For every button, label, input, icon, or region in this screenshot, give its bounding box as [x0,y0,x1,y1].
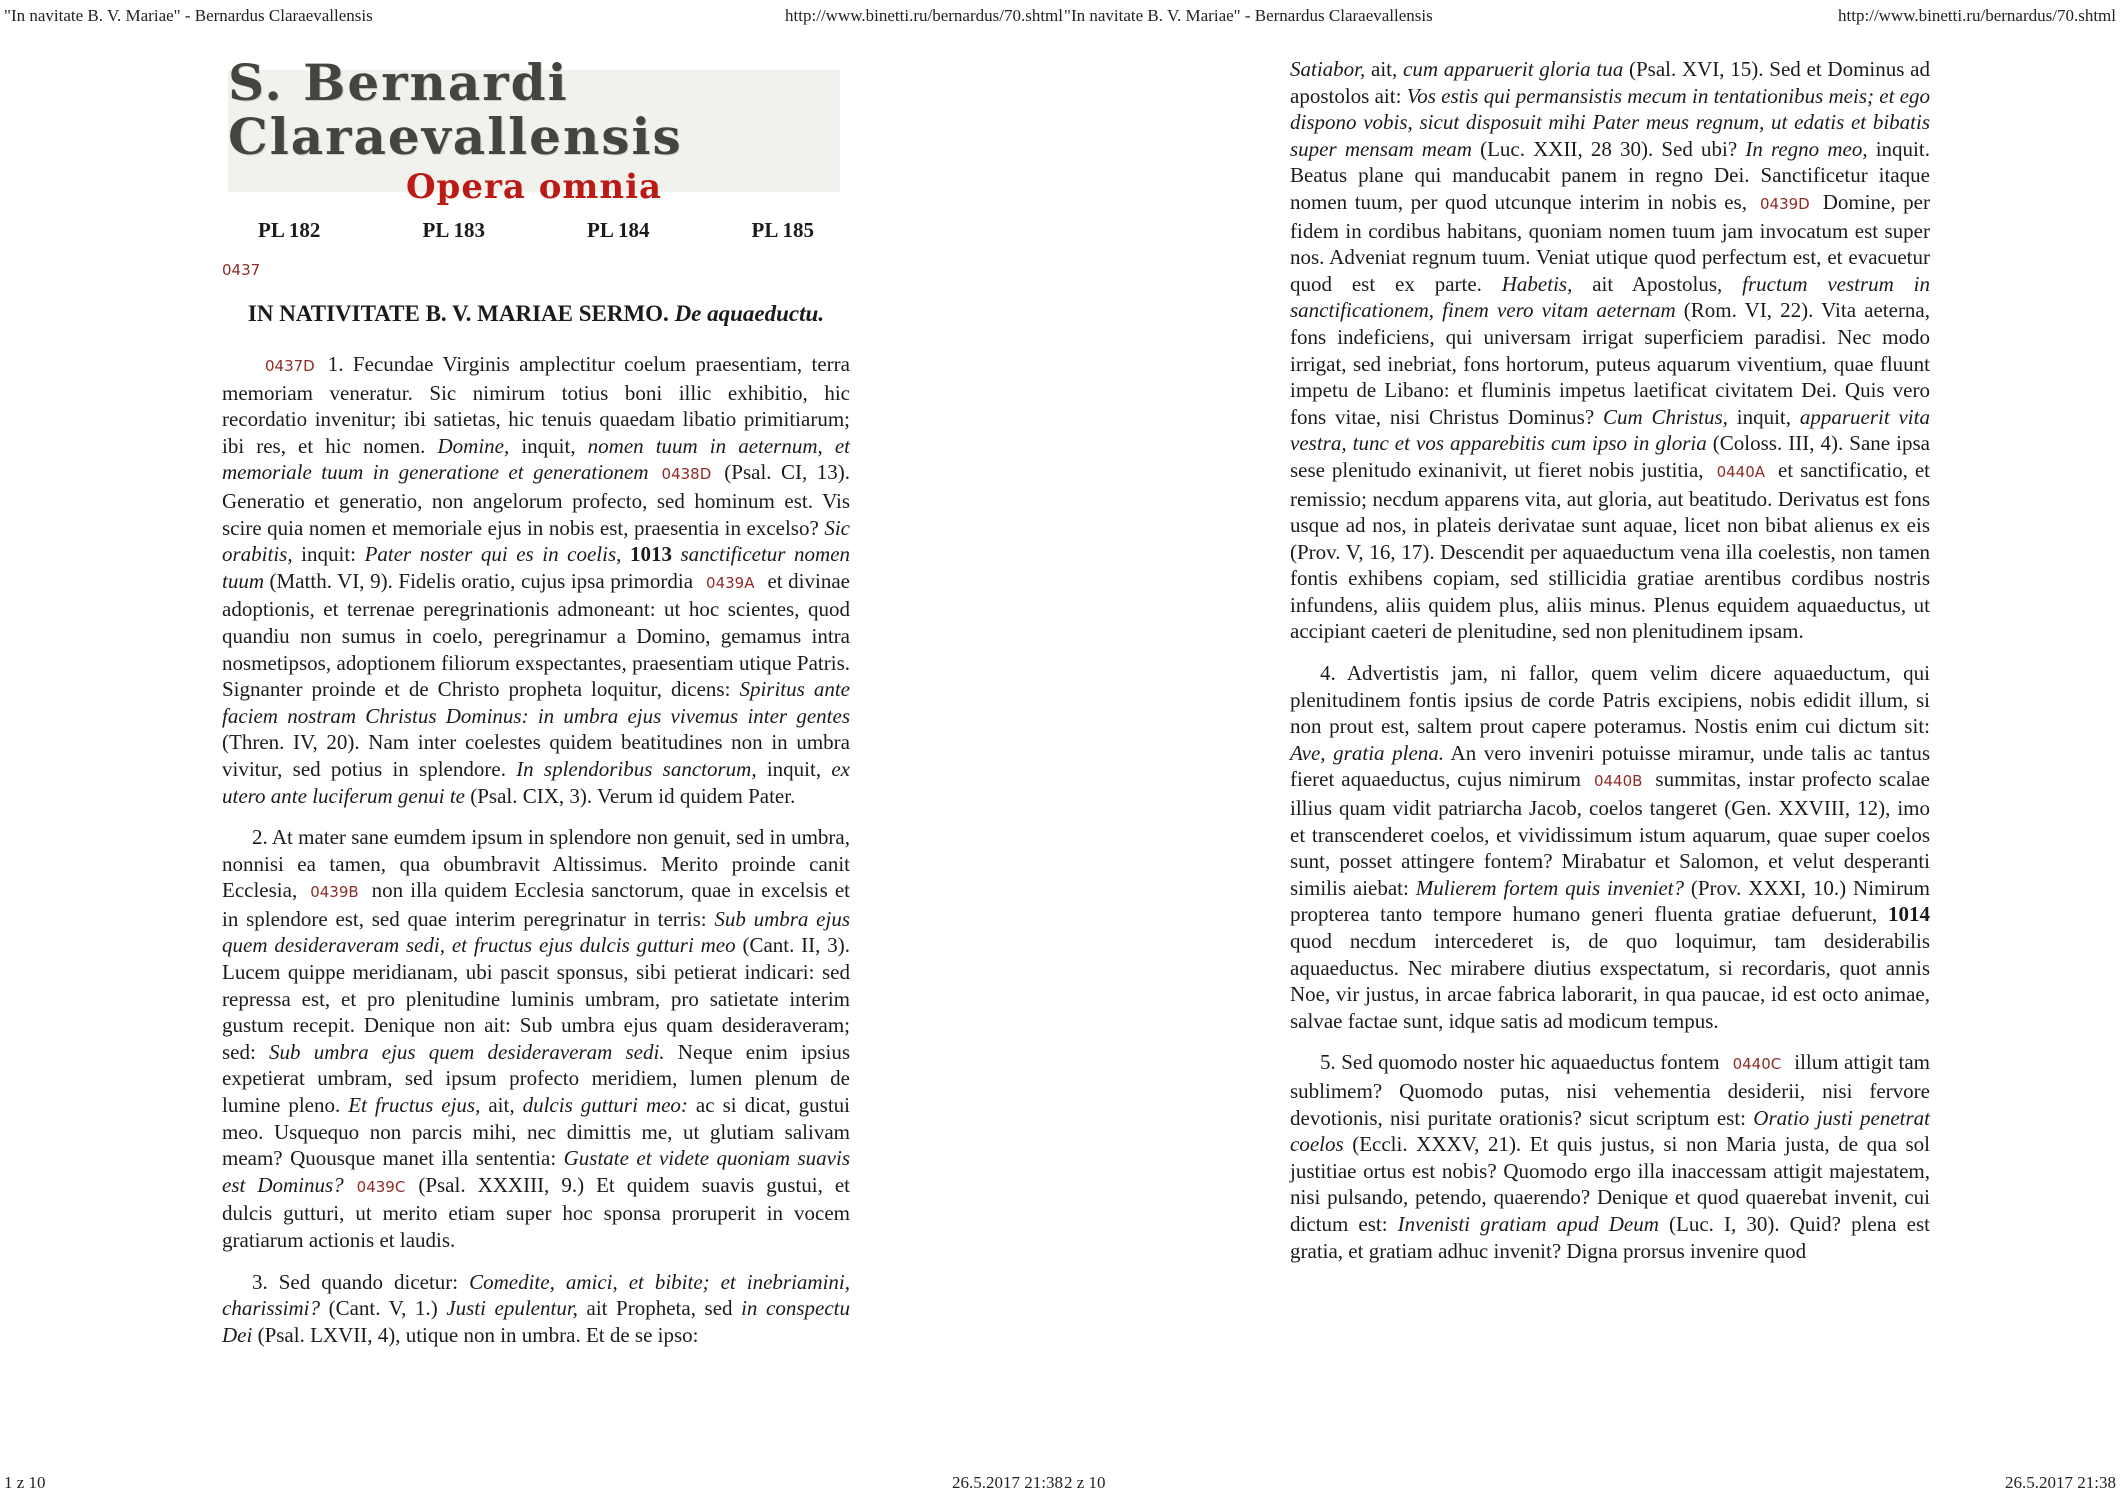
pl-links-row [222,218,850,243]
text-run: In splendoribus sanctorum, [516,756,757,781]
text-run: cum apparuerit gloria tua [1403,57,1624,81]
page-2-column [1290,56,1930,1279]
text-run: 5. Sed quomodo noster hic aquaeductus fontem [1320,1050,1720,1075]
pl-link-184: PL 184 [587,218,650,242]
paragraph [222,351,850,809]
pl-link-183: PL 183 [422,218,485,242]
text-run: (Luc. I, 30). Quid? plena est gratia, et gratiam adhuc invenit? Digna prorsus invenire quod [1290,1211,1930,1263]
text-run: Ave, gratia plena. [1290,740,1445,765]
text-run: et sanctificatio, et remissio; necdum apparens vita, aut gloria, aut beatitudo. Derivatus est fons usque ad nos, in plateis derivatae sunt aquae, licet non bibat alienus ex eis (Prov. V, 16, 17). Descendit per aquaeductum vena illa coelestis, non tamen fontis exhibens copiam, sed stillicidia gratiae arentibus cordibus nostris infundens, aliis quidem plus, aliis minus. Plenus equidem aquaeductus, ut accipiant caeteri de plenitudine, sed non plenitudinem ipsam. [1290,457,1931,644]
margin-column-code: 0439C [356,1177,406,1196]
text-run: (Psal. XXXIII, 9.) Et quidem suavis gustui, et dulcis gutturi, ut merito etiam super hoc sponsa proruperit in vocem gratiarum actionis et laudis. [222,1172,850,1252]
text-run: Neque enim ipsius expetierat umbram, sed ipsum profecto meridiem, lumen plenum de lumine pleno. [222,1039,850,1118]
text-run: ait, [480,1093,523,1118]
text-run: (Rom. VI, 22). Vita aeterna, fons indeficiens, qui universam irrigat superficiem paradisi. Nec modo irrigat, sed inebriat, fons hortorum, puteus aquarum viventium, quae fluunt impetu de Libano: et fluminis impetus laetificat civitatem Dei. Quis vero fons vitae, nisi Christus Dominus? [1290,298,1931,429]
margin-column-code: 0440A [1716,462,1765,481]
text-run: (Psal. CIX, 3). Verum id quidem Pater. [465,783,796,808]
page-2-text [1290,56,1930,1264]
pl-link-185: PL 185 [751,218,814,242]
paragraph [1290,56,1930,645]
header-page1-url: http://www.binetti.ru/bernardus/70.shtml [785,6,1063,25]
text-run: fructum vestrum in sanctificationem, finem vero vitam aeternam [1290,271,1930,323]
text-run: (Matth. VI, 9). Fidelis oratio, cujus ipsa primordia [264,568,694,593]
sermon-heading-sub: De aquaeductu. [668,301,825,326]
text-run: 1013 [629,542,672,567]
text-run: Vos estis qui permansistis mecum in tentationibus meis; et ego dispono vobis, sicut disposuit mihi Pater meus regnum, ut edatis et bibatis super mensam meam [1290,83,1930,161]
masthead-image [228,53,840,207]
text-run: (Luc. XXII, 28 30). Sed ubi? [1471,136,1746,161]
footer-page2-number: 2 z 10 [1064,1473,1106,1492]
text-run: Domine, per fidem in cordibus habitans, quoniam nomen tuum jam invocatum est super nos. Adveniat regnum tuum. Veniat utique quod perfectum est, et evacuetur quod est ex parte. [1290,189,1930,296]
pl-link-182: PL 182 [258,218,321,242]
text-run: non illa quidem Ecclesia sanctorum, quae in excelsis et in splendore est, sed quae interim peregrinatur in terris: [222,878,850,931]
text-run: Pater noster qui es in coelis, [364,542,622,567]
footer-page2-datetime: 26.5.2017 21:38 [2005,1473,2116,1492]
text-run: inquit, [756,756,832,781]
margin-column-code: 0440C [1732,1055,1782,1074]
text-run [672,542,681,566]
text-run: (Thren. IV, 20). Nam inter coelestes quidem beatitudines non in umbra vivitur, sed potius in splendore. [222,730,850,781]
margin-column-code: 0439B [310,883,359,902]
text-run: In regno meo, [1745,136,1868,161]
margin-column-code: 0439A [706,573,755,592]
text-run: 2. At mater sane eumdem ipsum in splendore non genuit, sed in umbra, nonnisi ea tamen, qua obumbravit Altissimus. Merito proinde canit Ecclesia, [222,825,850,903]
masthead-subtitle: Opera omnia [405,167,663,207]
text-run: (Psal. XVI, 15). Sed et Dominus ad apostolos ait: [1290,57,1930,108]
text-run: (Cant. V, 1.) [320,1296,447,1321]
margin-column-code: 0437D [265,357,315,375]
text-run: Oratio justi penetrat coelos [1290,1105,1930,1157]
text-run: illum attigit tam sublimem? Quomodo putas, nisi vehementia desiderii, nisi fervore devotionis, nisi puritate orationis? sicut scriptum est: [1290,1050,1930,1130]
paragraph [1290,1049,1930,1264]
text-run: in conspectu Dei [222,1296,850,1347]
text-run: ex utero ante luciferum genui te [222,756,850,808]
text-run: Gustate et videte quoniam suavis est Dominus? [222,1146,850,1197]
text-run: quod necdum intercederet is, de quo loquimur, tam desiderabilis aquaeductus. Nec mirabere diutius exspectatum, si recordaris, quot annis Noe, vir justus, in arcae fabrica laborarit, in qua paucae, id est octo animae, salvae factae sunt, idque satis ad modicum tempus. [1290,929,1930,1033]
text-run: ac si dicat, gustui meo. Usquequo non parcis mihi, nec dimittis me, ut glutiam salivam meam? Quousque manet illa sententia: [222,1093,850,1171]
page-1-column [222,53,851,1363]
text-run: Sub umbra ejus quem desideraveram sedi, et fructus ejus dulcis gutturi meo [222,906,850,958]
text-run: inquit. Beatus plane qui manducabit panem in regno Dei. Sanctificetur itaque nomen tuum, per quod utcunque interim in nobis es, [1290,136,1930,214]
text-run: ait Apostolus, [1572,271,1743,296]
text-run: Mulierem fortem quis inveniet? [1415,875,1685,900]
paragraph [222,1269,850,1349]
text-run: 4. Advertistis jam, ni fallor, quem velim dicere aquaeductum, qui plenitudinem fontis ipsius de corde Patris excipiens, nobis edidit illum, si non prout est, saltem prout capere poteramus. Nostis enim cui dictum sit: [1290,661,1930,739]
text-run: Justi epulentur, [446,1296,578,1321]
text-run: (Eccli. XXXV, 21). Et quis justus, si non Maria justa, de qua sol justitiae ortus est nobis? Quomodo ergo illa inaccessam attigit majestatem, nisi pulsando, petendo, quaerendo? Denique et quod quaerebat invenit, cui dictum est: [1290,1132,1930,1236]
text-run: ait, [1365,57,1403,81]
masthead-title: S. Bernardi Claraevallensis [228,53,683,166]
column-number: 0437 [222,261,261,279]
text-run: apparuerit vita vestra, tunc et vos apparebitis cum ipso in gloria [1290,404,1930,456]
text-run: summitas, instar profecto scalae illius quam vidit patriarcha Jacob, coelos tangeret (Gen. XXVIII, 12), imo et transcenderet coelos, et vividissimum istum aquarum, quae super coelos sunt, posset attingere fontem? Mirabatur et Salomon, et velut desperanti similis aiebat: [1290,767,1930,900]
text-run: inquit, [1727,404,1800,429]
text-run: Et fructus ejus, [348,1093,481,1118]
text-run: Satiabor, [1290,57,1366,81]
margin-column-code: 0438D [661,465,712,484]
text-run: dulcis gutturi meo: [522,1093,688,1118]
text-run: ait Propheta, sed [577,1296,742,1321]
text-run: (Psal. CI, 13). Generatio et generatio, non angelorum profecto, sed hominum est. Vis scire quia nomen et memoriale ejus in nobis est, praesentia in excelso? [222,460,851,540]
text-run: (Psal. LXVII, 4), utique non in umbra. Et de se ipso: [252,1322,699,1347]
paragraph [1290,660,1930,1034]
text-run: inquit, [509,433,588,458]
text-run: (Prov. XXXI, 10.) Nimirum propterea tanto tempore humano generi fluenta gratiae defuerunt, [1290,875,1931,927]
text-run: 3. Sed quando dicetur: [252,1269,470,1294]
text-run: Domine, [437,433,510,458]
text-run [621,542,630,566]
text-run: Sic orabitis, [222,515,850,567]
text-run: inquit: [292,542,365,567]
margin-column-code: 0439D [1759,194,1810,213]
text-run: Invenisti gratiam apud Deum [1397,1211,1659,1236]
text-run: sanctificetur nomen tuum [222,542,851,593]
text-run: 1014 [1888,902,1930,927]
footer-page1-number: 1 z 10 [4,1473,46,1492]
text-run: Sub umbra ejus quem desideraveram sedi. [269,1039,665,1064]
header-page2-url: http://www.binetti.ru/bernardus/70.shtml [1838,6,2116,25]
text-run: Cum Christus, [1603,404,1728,429]
text-run: An vero inveniri potuisse miramur, unde talis ac tantus fieret aquaeductus, cujus nimirum [1290,740,1930,792]
text-run: 1. Fecundae Virginis amplectitur coelum praesentiam, terra memoriam veneratur. Sic nimirum totius boni illic exhibitio, hic recordatio invenitur; ibi satietas, hic tenuis quaedam libatio primitiarum; ibi res, et hic nomen. [222,352,850,458]
text-run: Comedite, amici, et bibite; et inebriamini, charissimi? [222,1269,850,1321]
header-page2-title: "In navitate B. V. Mariae" - Bernardus Claraevallensis [1064,6,1433,25]
margin-column-code: 0440B [1593,772,1643,791]
footer-page1-datetime: 26.5.2017 21:38 [952,1473,1063,1492]
sermon-heading-main: IN NATIVITATE B. V. MARIAE SERMO. [247,301,669,326]
sermon-heading [222,301,850,327]
page-1-text [222,351,850,1348]
text-run: Spiritus ante faciem nostram Christus Dominus: in umbra ejus vivemus inter gentes [222,677,850,728]
header-page1-title: "In navitate B. V. Mariae" - Bernardus Claraevallensis [4,6,373,25]
text-run: (Cant. II, 3). Lucem quippe meridianam, ubi pascit sponsus, sibi petierat indicari: sed repressa est, et pro plenitudine luminis umbram, pro satietate interim gustum recepit. Denique non ait: Sub umbra ejus quam desideraveram; sed: [222,933,850,1064]
paragraph [222,824,850,1254]
text-run: nomen tuum in aeternum, et memoriale tuum in generatione et generationem [222,433,850,485]
text-run: Habetis, [1501,271,1573,296]
text-run: (Coloss. III, 4). Sane ipsa sese plenitudo exinanivit, ut fieret nobis justitia, [1290,431,1930,482]
text-run: et divinae adoptionis, et terrenae peregrinationis admoneant: ut hoc scientes, quod quandiu non sumus in coelo, peregrinamur a Domino, gemamus intra nosmetipsos, adoptionem filiorum exspectantes, praesentiam utique Patris. Signanter proinde et de Christo propheta loquitur, dicens: [222,568,850,702]
